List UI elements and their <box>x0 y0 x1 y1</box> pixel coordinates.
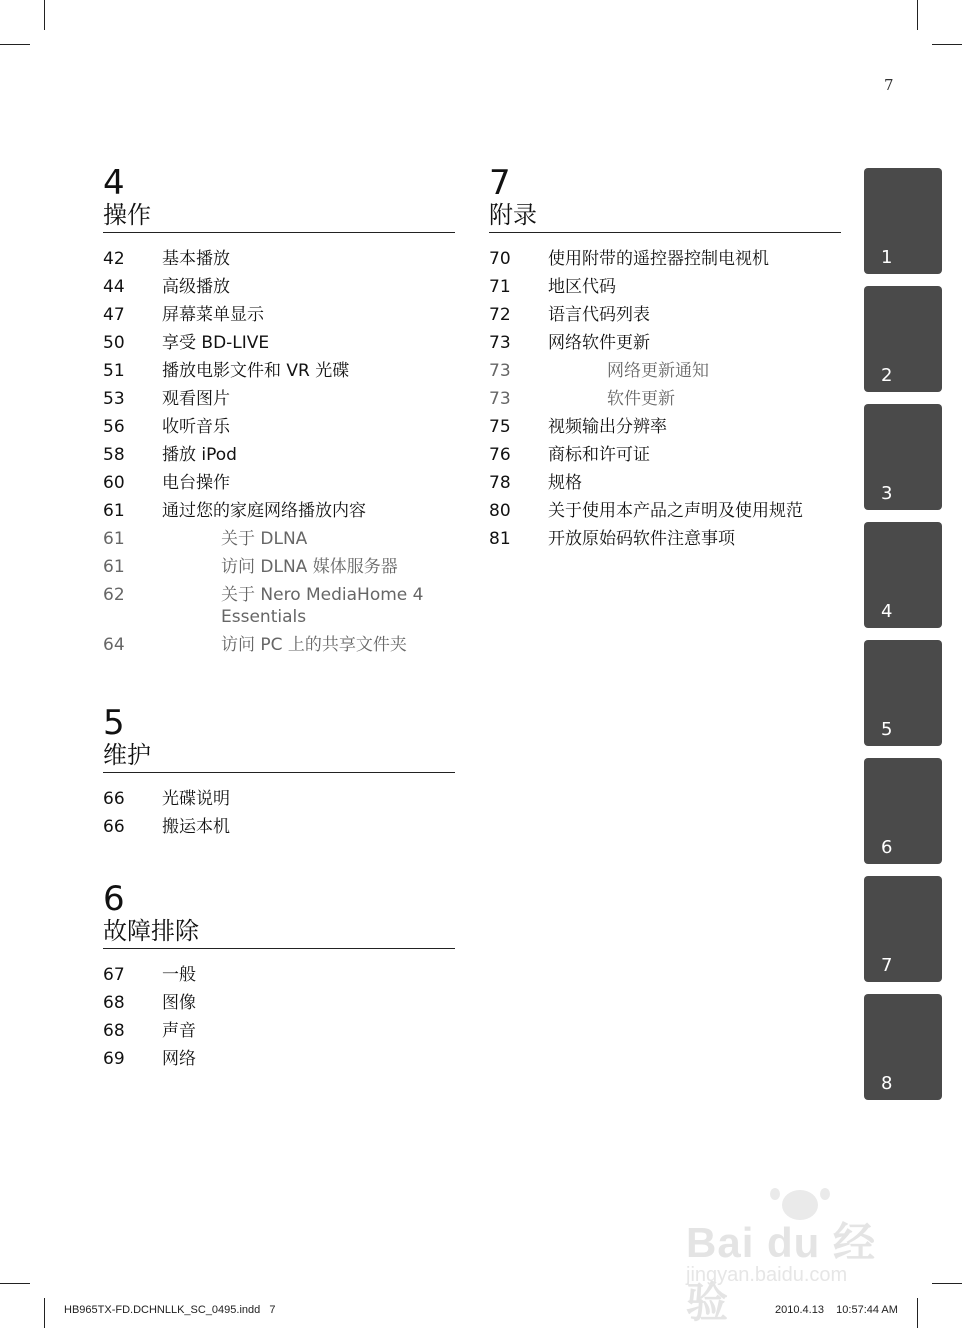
toc-entry[interactable] <box>489 245 841 273</box>
entry-title: 网络 <box>162 1049 196 1069</box>
entry-title: 关于 Nero MediaHome 4 Essentials <box>221 585 424 627</box>
entry-page: 51 <box>103 361 125 381</box>
entry-title: 关于使用本产品之声明及使用规范 <box>548 501 803 521</box>
toc-entry[interactable] <box>103 497 455 525</box>
entry-page: 73 <box>489 333 511 353</box>
entry-page: 42 <box>103 249 125 269</box>
tab-label: 6 <box>881 837 893 858</box>
entry-page: 61 <box>103 501 125 521</box>
chapter-tab-1[interactable] <box>864 168 942 274</box>
section-divider <box>103 772 455 773</box>
entry-title: 搬运本机 <box>162 817 230 837</box>
entry-page: 61 <box>103 557 125 577</box>
footer-file-info: HB965TX-FD.DCHNLLK_SC_0495.indd 7 <box>64 1304 276 1316</box>
toc-subentry[interactable] <box>103 553 455 581</box>
chapter-tab-3[interactable] <box>864 404 942 510</box>
entry-page: 73 <box>489 389 511 409</box>
toc-entry[interactable] <box>103 1045 455 1073</box>
toc-subentry[interactable] <box>103 581 455 631</box>
section-divider <box>103 948 455 949</box>
entry-title: 观看图片 <box>162 389 230 409</box>
entry-page: 47 <box>103 305 125 325</box>
chapter-tab-7[interactable] <box>864 876 942 982</box>
entry-title: 规格 <box>548 473 582 493</box>
section-title: 故障排除 <box>103 917 199 945</box>
entry-title: 商标和许可证 <box>548 445 650 465</box>
entry-page: 56 <box>103 417 125 437</box>
crop-mark <box>0 1283 30 1284</box>
entry-title: 播放电影文件和 VR 光碟 <box>162 361 350 381</box>
entry-page: 66 <box>103 817 125 837</box>
section-divider <box>103 232 455 233</box>
entry-page: 60 <box>103 473 125 493</box>
chapter-tab-4[interactable] <box>864 522 942 628</box>
section-number: 5 <box>103 703 125 743</box>
toc-subentry[interactable] <box>489 357 841 385</box>
entry-title: 软件更新 <box>607 389 675 409</box>
entry-page: 69 <box>103 1049 125 1069</box>
toc-entry[interactable] <box>489 525 841 553</box>
toc-section-5 <box>103 703 455 841</box>
tab-label: 5 <box>881 719 893 740</box>
entry-page: 70 <box>489 249 511 269</box>
entry-page: 78 <box>489 473 511 493</box>
crop-mark <box>44 1298 45 1328</box>
section-number: 7 <box>489 163 511 203</box>
page-number: 7 <box>884 76 894 94</box>
entry-title: 享受 BD-LIVE <box>162 333 270 353</box>
toc-entry[interactable] <box>103 469 455 497</box>
crop-mark <box>917 1298 918 1328</box>
entry-page: 72 <box>489 305 511 325</box>
entry-title: 光碟说明 <box>162 789 230 809</box>
toc-entry[interactable] <box>489 441 841 469</box>
entry-page: 67 <box>103 965 125 985</box>
tab-label: 1 <box>881 247 893 268</box>
toc-section-6 <box>103 879 455 1073</box>
section-title: 维护 <box>103 741 151 769</box>
toc-entry[interactable] <box>103 357 455 385</box>
entry-page: 53 <box>103 389 125 409</box>
entry-page: 76 <box>489 445 511 465</box>
tab-label: 8 <box>881 1073 893 1094</box>
entry-page: 44 <box>103 277 125 297</box>
entry-page: 73 <box>489 361 511 381</box>
toc-entry[interactable] <box>103 961 455 989</box>
entry-title: 一般 <box>162 965 196 985</box>
paw-icon <box>770 1188 780 1200</box>
watermark-url: jingyan.baidu.com <box>686 1264 848 1286</box>
toc-entry[interactable] <box>103 813 455 841</box>
entry-page: 50 <box>103 333 125 353</box>
entry-title: 声音 <box>162 1021 196 1041</box>
section-divider <box>489 232 841 233</box>
entry-page: 80 <box>489 501 511 521</box>
tab-label: 4 <box>881 601 893 622</box>
tab-label: 2 <box>881 365 893 386</box>
entry-page: 71 <box>489 277 511 297</box>
toc-section-7 <box>489 163 841 553</box>
entry-page: 66 <box>103 789 125 809</box>
chapter-tab-5[interactable] <box>864 640 942 746</box>
entry-title: 关于 DLNA <box>221 529 308 549</box>
toc-entry[interactable] <box>489 497 841 525</box>
entry-title: 网络更新通知 <box>607 361 709 381</box>
tab-label: 7 <box>881 955 893 976</box>
entry-title: 播放 iPod <box>162 445 237 465</box>
section-title: 附录 <box>489 201 537 229</box>
toc-entry[interactable] <box>489 301 841 329</box>
toc-entry[interactable] <box>103 785 455 813</box>
entry-title: 网络软件更新 <box>548 333 650 353</box>
entry-title: 基本播放 <box>162 249 230 269</box>
crop-mark <box>932 44 962 45</box>
toc-subentry[interactable] <box>103 525 455 553</box>
chapter-tab-2[interactable] <box>864 286 942 392</box>
toc-entry[interactable] <box>103 989 455 1017</box>
entry-page: 61 <box>103 529 125 549</box>
watermark-logo-text: Bai du 经验 <box>686 1219 877 1326</box>
entry-title: 视频输出分辨率 <box>548 417 667 437</box>
section-number: 6 <box>103 879 125 919</box>
footer-datetime: 2010.4.13 10:57:44 AM <box>775 1304 898 1316</box>
toc-entry[interactable] <box>103 273 455 301</box>
entry-title: 使用附带的遥控器控制电视机 <box>548 249 769 269</box>
chapter-tab-8[interactable] <box>864 994 942 1100</box>
entry-page: 81 <box>489 529 511 549</box>
entry-page: 68 <box>103 993 125 1013</box>
crop-mark <box>917 0 918 30</box>
entry-page: 62 <box>103 585 125 605</box>
entry-title: 通过您的家庭网络播放内容 <box>162 501 366 521</box>
toc-entry[interactable] <box>489 413 841 441</box>
toc-entry[interactable] <box>103 245 455 273</box>
entry-title: 地区代码 <box>548 277 616 297</box>
entry-title: 收听音乐 <box>162 417 230 437</box>
section-number: 4 <box>103 163 125 203</box>
toc-entry[interactable] <box>103 1017 455 1045</box>
toc-entry[interactable] <box>103 385 455 413</box>
entry-page: 68 <box>103 1021 125 1041</box>
entry-title: 语言代码列表 <box>548 305 650 325</box>
entry-title: 图像 <box>162 993 196 1013</box>
entry-page: 75 <box>489 417 511 437</box>
chapter-tab-6[interactable] <box>864 758 942 864</box>
toc-entry[interactable] <box>489 329 841 357</box>
toc-entry[interactable] <box>489 469 841 497</box>
toc-entry[interactable] <box>103 441 455 469</box>
toc-entry[interactable] <box>103 329 455 357</box>
entry-title: 屏幕菜单显示 <box>162 305 264 325</box>
entry-title: 电台操作 <box>162 473 230 493</box>
paw-icon <box>820 1188 830 1200</box>
crop-mark <box>932 1283 962 1284</box>
entry-title: 开放原始码软件注意事项 <box>548 529 735 549</box>
toc-subentry[interactable] <box>103 631 455 659</box>
toc-section-4 <box>103 163 455 659</box>
crop-mark <box>44 0 45 30</box>
entry-title: 访问 DLNA 媒体服务器 <box>221 557 398 577</box>
entry-page: 58 <box>103 445 125 465</box>
entry-title: 高级播放 <box>162 277 230 297</box>
tab-label: 3 <box>881 483 893 504</box>
toc-entry[interactable] <box>103 301 455 329</box>
toc-entry[interactable] <box>103 413 455 441</box>
crop-mark <box>0 44 30 45</box>
toc-subentry[interactable] <box>489 385 841 413</box>
entry-page: 64 <box>103 635 125 655</box>
entry-title: 访问 PC 上的共享文件夹 <box>221 635 407 655</box>
section-title: 操作 <box>103 201 151 229</box>
toc-entry[interactable] <box>489 273 841 301</box>
